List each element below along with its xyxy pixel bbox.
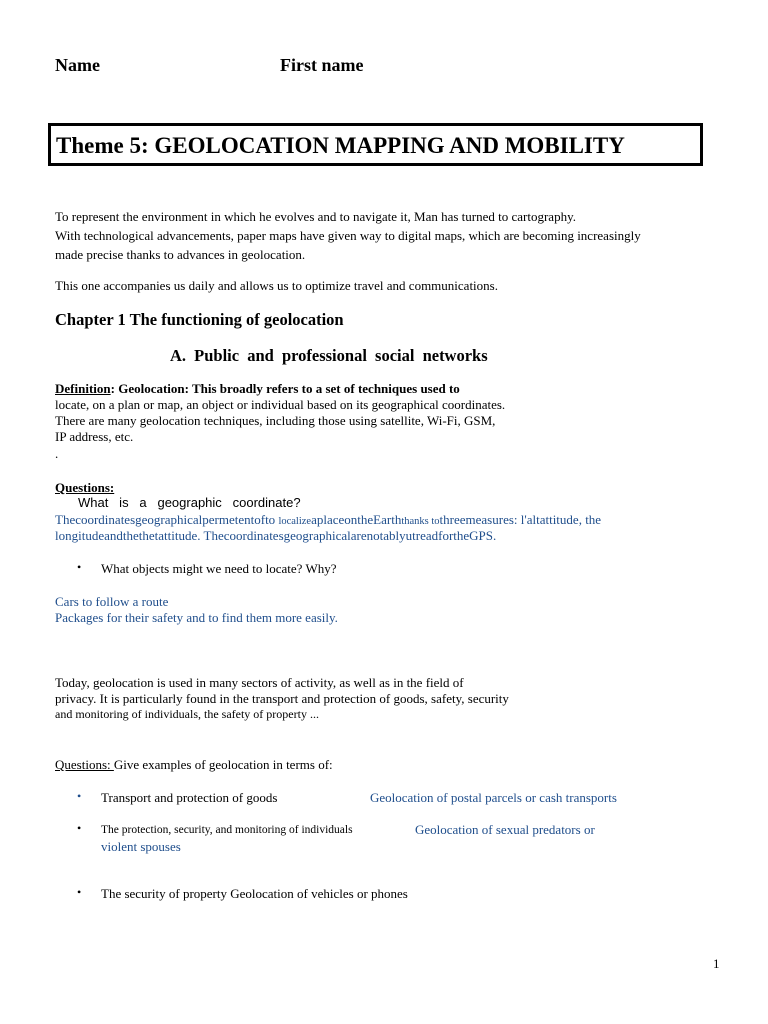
questions-2-label: Questions: (55, 757, 114, 772)
item-property: The security of property Geolocation of vehicles or phones (101, 886, 408, 901)
bullet-icon: • (77, 560, 82, 574)
answer-transport: Geolocation of postal parcels or cash transports (370, 790, 617, 805)
answer-text: threemeasures: l'altattitude, the (439, 512, 602, 527)
answer-coordinate-line-2: longitudeandthethetattitude. ThecoordinatesgeographicalarenotablyutreadfortheGPS. (55, 528, 497, 543)
definition-line-1 (55, 380, 460, 397)
chapter-title: Chapter 1 The functioning of geolocation (55, 310, 344, 329)
definition-bold-text: : Geolocation: This broadly refers to a set of techniques used to (110, 381, 460, 396)
theme-title: Theme 5: GEOLOCATION MAPPING AND MOBILITY (56, 133, 625, 158)
answer-protection-line-1: Geolocation of sexual predators or (415, 822, 595, 837)
answer-text: aplaceontheEarth (311, 512, 402, 527)
item-transport: Transport and protection of goods (101, 790, 278, 805)
questions-2-prompt: Give examples of geolocation in terms of: (113, 757, 333, 772)
answer-text-small: localize (278, 516, 312, 527)
today-line-3: and monitoring of individuals, the safety of property ... (55, 707, 319, 721)
name-label: Name (55, 55, 100, 75)
page-number: 1 (713, 956, 720, 971)
section-title: A. Public and professional social networks (170, 346, 488, 365)
definition-label: Definition (55, 381, 111, 396)
bullet-icon: • (77, 821, 82, 835)
intro-line-3: made precise thanks to advances in geolocation. (55, 247, 306, 262)
questions-label: Questions: (55, 480, 115, 495)
question-geographic-coordinate: What is a geographic coordinate? (78, 495, 301, 510)
definition-line-5: . (55, 446, 59, 461)
today-line-1: Today, geolocation is used in many sectors of activity, as well as in the field of (55, 675, 464, 690)
answer-protection-line-2: violent spouses (101, 839, 181, 854)
item-protection: The protection, security, and monitoring of individuals (101, 824, 353, 836)
intro-line-1: To represent the environment in which he evolves and to navigate it, Man has turned to cartography. (55, 209, 576, 224)
definition-line-4: IP address, etc. (55, 429, 134, 444)
intro-line-2: With technological advancements, paper maps have given way to digital maps, which are becoming increasingly (55, 228, 641, 243)
answer-text: Thecoordinatesgeographicalpermetentofto (55, 512, 279, 527)
bullet-icon: • (77, 789, 82, 803)
question-objects-locate: What objects might we need to locate? Why? (101, 561, 337, 576)
first-name-label: First name (280, 55, 364, 75)
answer-cars: Cars to follow a route (55, 594, 169, 609)
bullet-icon: • (77, 885, 82, 899)
definition-line-2: locate, on a plan or map, an object or individual based on its geographical coordinates. (55, 397, 506, 412)
definition-line-3: There are many geolocation techniques, including those using satellite, Wi-Fi, GSM, (55, 413, 496, 428)
today-line-2: privacy. It is particularly found in the transport and protection of goods, safety, security (55, 691, 509, 706)
answer-text-small: thanks to (401, 516, 440, 527)
answer-packages: Packages for their safety and to find them more easily. (55, 610, 338, 625)
intro-line-4: This one accompanies us daily and allows us to optimize travel and communications. (55, 278, 498, 293)
questions-2-line (55, 755, 333, 774)
